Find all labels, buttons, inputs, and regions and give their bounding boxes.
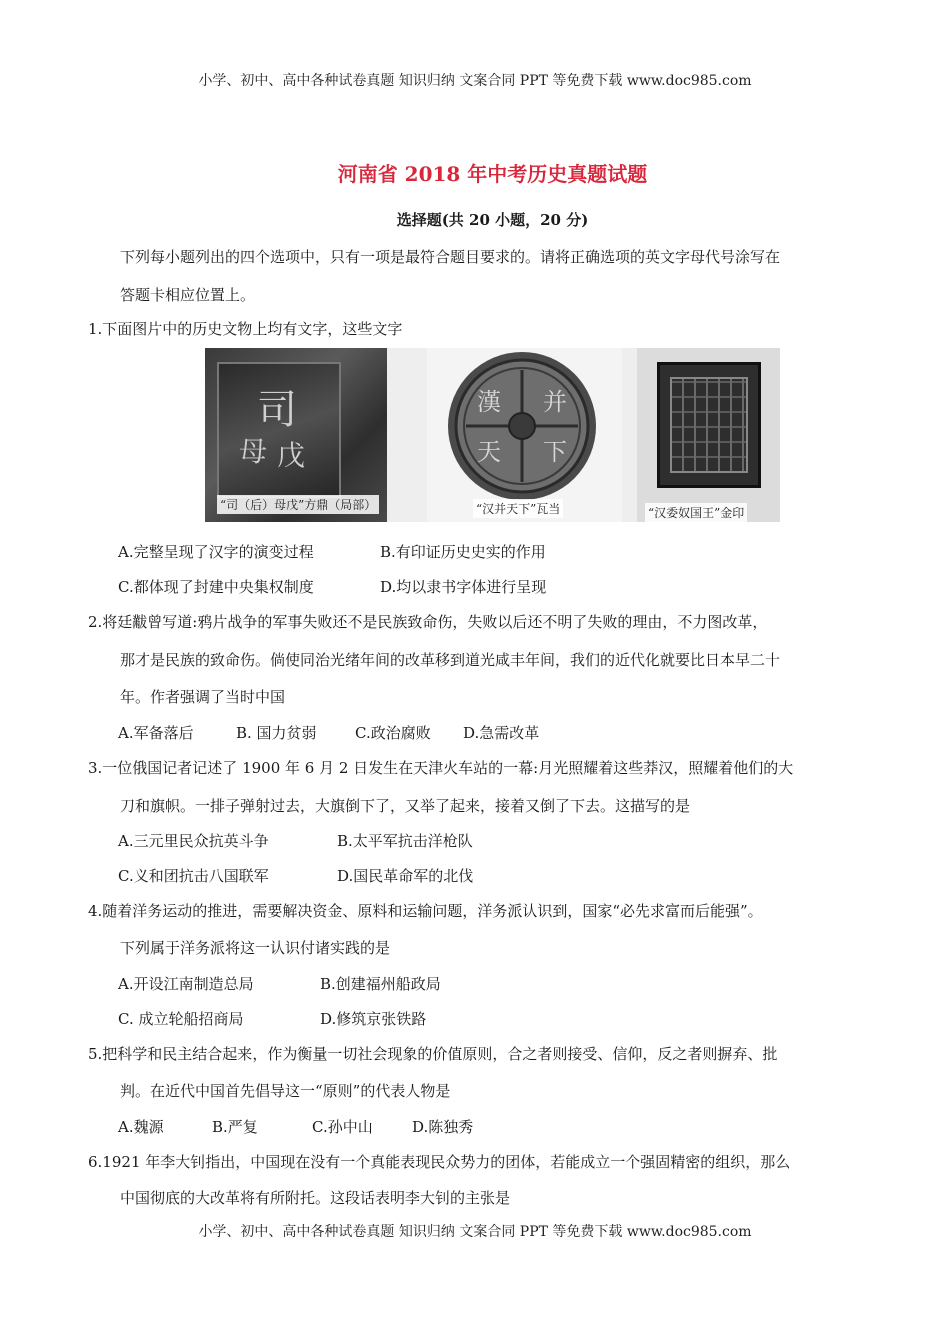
tile-glyph: 下 (543, 438, 567, 466)
q2-option-a: A.军备落后 (118, 724, 194, 742)
seal-carving (670, 377, 748, 473)
inscription-glyph: 司 (257, 387, 297, 433)
q1-option-b: B.有印证历史史实的作用 (380, 543, 546, 561)
section-heading: 选择题(共 20 小题，20 分) (396, 211, 589, 229)
question-2-line-3: 年。作者强调了当时中国 (120, 688, 286, 706)
tile-glyph: 漢 (477, 388, 501, 416)
ding-inscription-image (205, 348, 387, 522)
question-6-line-1: 6.1921 年李大钊指出，中国现在没有一个真能表现民众势力的团体，若能成立一个强固精密的组织，那么 (88, 1153, 791, 1171)
q4-option-b: B.创建福州船政局 (320, 975, 441, 993)
figure-caption-tile: “汉并天下”瓦当 (473, 499, 563, 518)
ding-inscription-relief (217, 362, 341, 498)
q5-option-c: C.孙中山 (312, 1118, 373, 1136)
inscription-glyph: 戊 (277, 439, 306, 472)
q5-option-b: B.严复 (212, 1118, 258, 1136)
q3-option-b: B.太平军抗击洋枪队 (337, 832, 473, 850)
question-2-line-2: 那才是民族的致命伤。倘使同治光绪年间的改革移到道光咸丰年间，我们的近代化就要比日本早二十 (120, 651, 781, 669)
q3-option-d: D.国民革命军的北伐 (337, 867, 474, 885)
figure-caption-ding: “司（后）母戊”方鼎（局部） (217, 495, 379, 514)
inscription-glyph: 母 (239, 435, 268, 468)
page-header: 小学、初中、高中各种试卷真题 知识归纳 文案合同 PPT 等免费下载 www.doc985.com (198, 73, 752, 89)
gold-seal-image (637, 348, 780, 522)
q3-option-a: A.三元里民众抗英斗争 (118, 832, 269, 850)
instruction-line-1: 下列每小题列出的四个选项中，只有一项是最符合题目要求的。请将正确选项的英文字母代号涂写在 (120, 248, 781, 266)
question-4-line-1: 4.随着洋务运动的推进，需要解决资金、原料和运输问题，洋务派认识到，国家“必先求富而后能强”。 (88, 902, 763, 920)
q5-option-d: D.陈独秀 (412, 1118, 474, 1136)
q4-option-c: C. 成立轮船招商局 (118, 1010, 244, 1028)
q3-option-c: C.义和团抗击八国联军 (118, 867, 269, 885)
question-5-line-2: 判。在近代中国首先倡导这一“原则”的代表人物是 (120, 1082, 451, 1100)
question-1-figure (205, 348, 780, 522)
question-5-line-1: 5.把科学和民主结合起来，作为衡量一切社会现象的价值原则，合之者则接受、信仰，反之者则摒弃、批 (88, 1045, 778, 1063)
q1-option-a: A.完整呈现了汉字的演变过程 (118, 543, 314, 561)
tile-glyph: 并 (543, 388, 567, 416)
question-3-line-1: 3.一位俄国记者记述了 1900 年 6 月 2 日发生在天津火车站的一幕:月光照耀着这些莽汉，照耀着他们的大 (88, 759, 794, 777)
roof-tile-drawing (427, 348, 622, 522)
q2-option-b: B. 国力贫弱 (236, 724, 317, 742)
question-3-line-2: 刀和旗帜。一排子弹射过去，大旗倒下了，又举了起来，接着又倒了下去。这描写的是 (120, 797, 691, 815)
page-title: 河南省 2018 年中考历史真题试题 (337, 162, 648, 186)
q2-option-c: C.政治腐败 (355, 724, 431, 742)
q4-option-d: D.修筑京张铁路 (320, 1010, 427, 1028)
q2-option-d: D.急需改革 (463, 724, 540, 742)
instruction-line-2: 答题卡相应位置上。 (120, 286, 256, 304)
roof-tile-image (427, 348, 622, 522)
q1-option-c: C.都体现了封建中央集权制度 (118, 578, 314, 596)
figure-caption-seal: “汉委奴国王”金印 (645, 503, 747, 522)
q5-option-a: A.魏源 (118, 1118, 164, 1136)
q1-option-d: D.均以隶书字体进行呈现 (380, 578, 547, 596)
question-2-line-1: 2.将廷黻曾写道:鸦片战争的军事失败还不是民族致命伤，失败以后还不明了失败的理由，不力图改革， (88, 613, 768, 631)
question-6-line-2: 中国彻底的大改革将有所附托。这段话表明李大钊的主张是 (120, 1189, 511, 1207)
gold-seal-face (657, 362, 761, 488)
question-4-line-2: 下列属于洋务派将这一认识付诸实践的是 (120, 939, 391, 957)
page-footer: 小学、初中、高中各种试卷真题 知识归纳 文案合同 PPT 等免费下载 www.doc985.com (198, 1224, 752, 1240)
question-1-stem: 1.下面图片中的历史文物上均有文字，这些文字 (88, 320, 403, 338)
tile-glyph: 天 (477, 438, 501, 466)
q4-option-a: A.开设江南制造总局 (118, 975, 254, 993)
